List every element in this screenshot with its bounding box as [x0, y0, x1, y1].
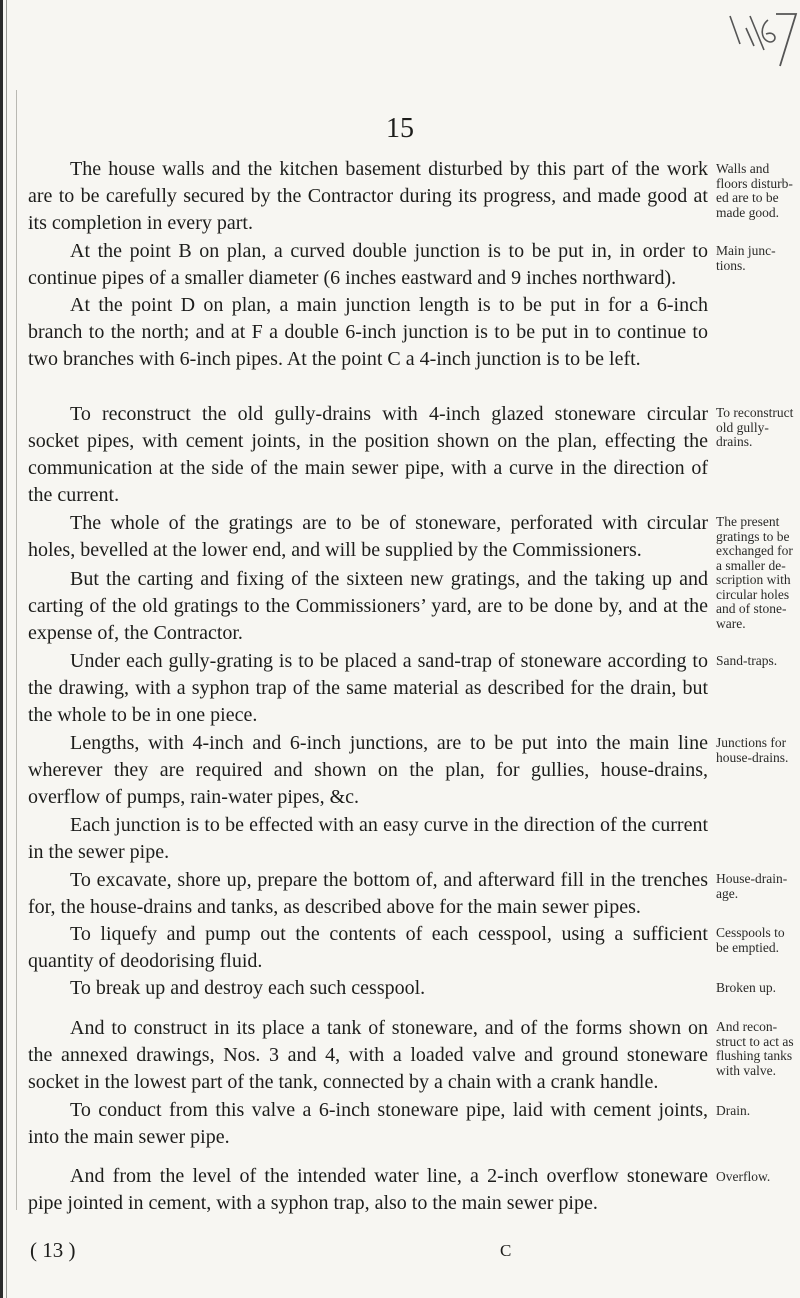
- paragraph-conduct: To conduct from this valve a 6-inch stoneware pipe, laid with cement joints, into the main sewer pipe.: [28, 1099, 708, 1148]
- paragraph-junction: Each junction is to be effected with an easy curve in the direction of the current in the sewer pipe.: [28, 814, 708, 863]
- paragraph-sand-trap: Under each gully-grating is to be placed a sand-trap of stoneware according to the drawing, with a syphon trap of the same material as described for the drain, but the whole to be in one piece.: [28, 650, 708, 726]
- margin-note-sand-traps: Sand-traps.: [716, 653, 778, 668]
- margin-note-broken-up: Broken up.: [716, 980, 776, 995]
- paragraph-point-d: At the point D on plan, a main junction length is to be put in for a 6-inch branch to the north; and at F a double 6-inch junction is to be put in to continue to two branches with 6-inch pipes. At the point C a 4-inch junction is to be left.: [28, 294, 708, 370]
- paragraph-lengths: Lengths, with 4-inch and 6-inch junctions, are to be put into the main line wherever they are required and shown on the plan, for gullies, house-drains, overflow of pumps, rain-water pipes, &c.: [28, 732, 708, 808]
- page-number: 15: [386, 113, 414, 144]
- scan-edge: [0, 0, 3, 1298]
- paragraph-liquefy: To liquefy and pump out the contents of each cesspool, using a sufficient quantity of deodorising fluid.: [28, 923, 708, 972]
- margin-note-drainage: House-drain-age.: [716, 871, 788, 901]
- margin-note-overflow: Overflow.: [716, 1169, 771, 1184]
- handwritten-mark: [720, 6, 798, 76]
- margin-note-flushing: And recon-struct to act as flushing tanks with valve.: [716, 1019, 794, 1078]
- scan-edge-line: [6, 0, 7, 1298]
- margin-note-house-drains: Junctions for house-drains.: [716, 735, 789, 765]
- binding-rule: [16, 90, 17, 1210]
- paragraph-construct-tank: And to construct in its place a tank of stoneware, and of the forms shown on the annexed drawings, Nos. 3 and 4, with a loaded valve and ground stoneware socket in the lowest part of the tank, connected by a chain with a crank handle.: [28, 1017, 708, 1093]
- paragraph-break-up: To break up and destroy each such cesspool.: [70, 977, 426, 999]
- margin-note-gully-drains: To reconstruct old gully-drains.: [716, 405, 794, 449]
- paragraph-gully-drains: To reconstruct the old gully-drains with 4-inch glazed stoneware circular socket pipes, with cement joints, in the position shown on the plan, effecting the communication at the side of the main sewer pipe, with a curve in the direction of the current.: [28, 403, 708, 506]
- paragraph-gratings: The whole of the gratings are to be of stoneware, perforated with circular holes, bevelled at the lower end, and will be supplied by the Commissioners.: [28, 512, 708, 561]
- margin-note-cesspools: Cesspools to be emptied.: [716, 925, 785, 955]
- paragraph-walls: The house walls and the kitchen basement disturbed by this part of the work are to be carefully secured by the Contractor during its progress, and made good at its completion in every part.: [28, 158, 708, 234]
- margin-note-gratings: The present gratings to be exchanged for a smaller de-scription with circular holes and of stone-ware.: [716, 514, 793, 631]
- sheet-number: ( 13 ): [30, 1238, 76, 1262]
- margin-note-junctions: Main junc-tions.: [716, 243, 776, 273]
- paragraph-excavate: To excavate, shore up, prepare the bottom of, and afterward fill in the trenches for, the house-drains and tanks, as described above for the main sewer pipes.: [28, 869, 708, 918]
- paragraph-point-b: At the point B on plan, a curved double junction is to be put in, in order to continue pipes of a smaller diameter (6 inches eastward and 9 inches northward).: [28, 240, 708, 289]
- margin-note-drain: Drain.: [716, 1103, 751, 1118]
- paragraph-carting: But the carting and fixing of the sixteen new gratings, and the taking up and carting of the old gratings to the Commissioners’ yard, are to be done by, and at the expense of, the Contractor.: [28, 568, 708, 644]
- paragraph-overflow: And from the level of the intended water line, a 2-inch overflow stoneware pipe jointed in cement, with a syphon trap, also to the main sewer pipe.: [28, 1165, 708, 1214]
- signature-mark: C: [500, 1241, 512, 1260]
- margin-note-walls: Walls and floors disturb-ed are to be made good.: [716, 161, 793, 220]
